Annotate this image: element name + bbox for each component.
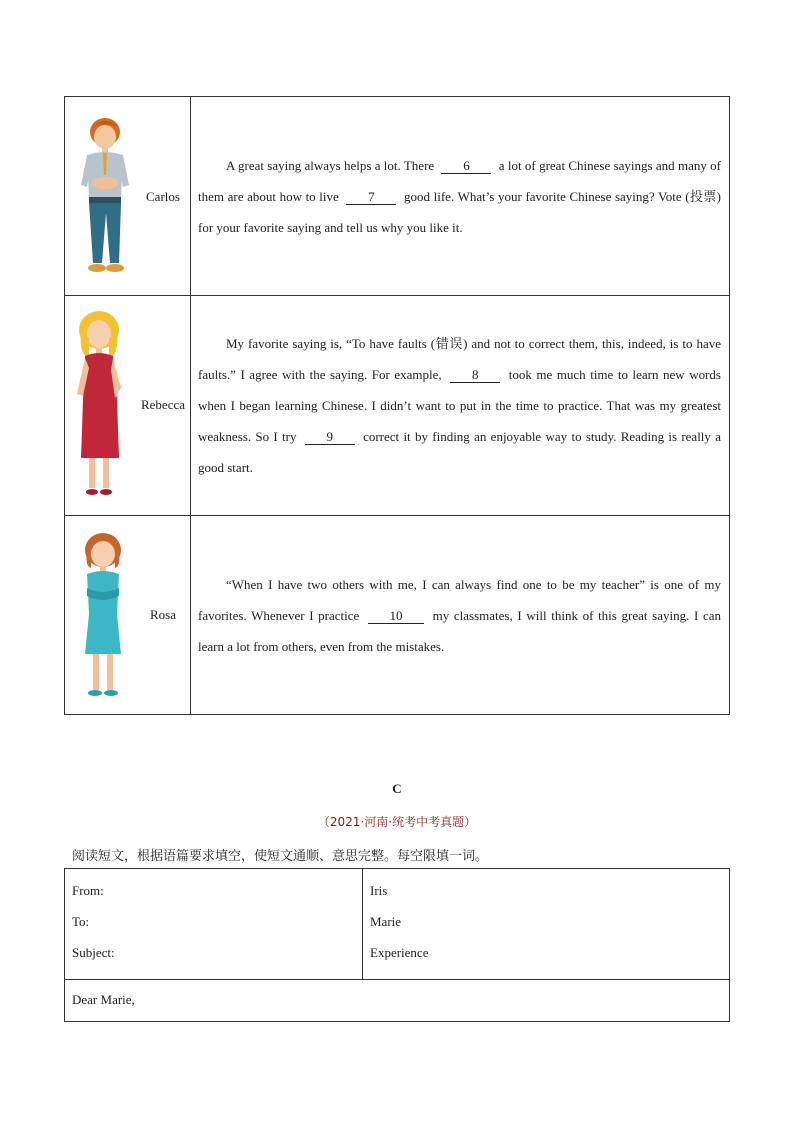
- section-letter: C: [392, 781, 402, 796]
- person-text-cell: [191, 516, 730, 715]
- from-value: Iris: [370, 883, 388, 898]
- paragraph-text: correct it by finding an enjoyable way to study. Reading is really a good start.: [198, 429, 721, 475]
- person-text-cell: [191, 97, 730, 296]
- paragraph-text: good life. What’s your favorite Chinese saying? Vote (投票) for your favorite saying and tell us why you like it.: [198, 188, 721, 235]
- email-table: [64, 868, 730, 1022]
- email-values-cell: [363, 869, 730, 980]
- subject-value: Experience: [370, 945, 429, 960]
- source-text: （2021·河南·统考中考真题）: [317, 815, 477, 829]
- person-name: Rebecca: [140, 397, 186, 412]
- rebecca-figure-icon: [75, 308, 127, 502]
- person-cell-rosa: [65, 516, 191, 715]
- subject-label: Subject:: [72, 945, 115, 960]
- section-source: [0, 813, 794, 830]
- person-name: Carlos: [146, 189, 180, 204]
- person-text-cell: [191, 296, 730, 516]
- paragraph-text: my classmates, I will think of this great saying. I can learn a lot from others, even from the mistakes.: [198, 607, 721, 654]
- paragraph-text: A great saying always helps a lot. There: [226, 157, 438, 173]
- person-row-rebecca: [65, 296, 730, 516]
- rosa-figure-icon: [75, 530, 131, 702]
- email-greeting: Dear Marie,: [65, 980, 730, 1022]
- email-body-row: [65, 980, 730, 1022]
- person-row-carlos: [65, 97, 730, 296]
- paragraph-text: My favorite saying is, “To have faults (错误) and not to correct them, this, indeed, is to have faults.” I agree with the saying. For example,: [198, 336, 721, 382]
- person-name: Rosa: [150, 607, 176, 622]
- person-paragraph: [198, 150, 721, 243]
- to-value: Marie: [370, 914, 402, 929]
- from-label: From:: [72, 883, 104, 898]
- answer-blank[interactable]: 6: [441, 159, 491, 174]
- answer-blank[interactable]: 8: [450, 368, 500, 383]
- person-cell-carlos: [65, 97, 191, 296]
- paragraph-text: a lot of great Chinese sayings and many of them are about how to live: [198, 157, 721, 204]
- answer-blank[interactable]: 9: [305, 430, 355, 445]
- person-paragraph: [198, 569, 721, 662]
- person-paragraph: [198, 328, 721, 483]
- answer-blank[interactable]: 7: [346, 190, 396, 205]
- to-label: To:: [72, 914, 90, 929]
- paragraph-text: took me much time to learn new words when I began learning Chinese. I didn’t want to put in the time to practice. That was my greatest weakness. So I try: [198, 367, 721, 444]
- carlos-figure-icon: [75, 113, 133, 281]
- email-labels-cell: [65, 869, 363, 980]
- paragraph-text: “When I have two others with me, I can always find one to be my teacher” is one of my favorites. Whenever I practice: [198, 576, 721, 623]
- email-header-row: [65, 869, 730, 980]
- answer-blank[interactable]: 10: [368, 609, 424, 624]
- sayings-table: [64, 96, 730, 715]
- section-instruction: 阅读短文，根据语篇要求填空，使短文通顺、意思完整。每空限填一词。: [72, 849, 489, 864]
- person-row-rosa: [65, 516, 730, 715]
- person-cell-rebecca: [65, 296, 191, 516]
